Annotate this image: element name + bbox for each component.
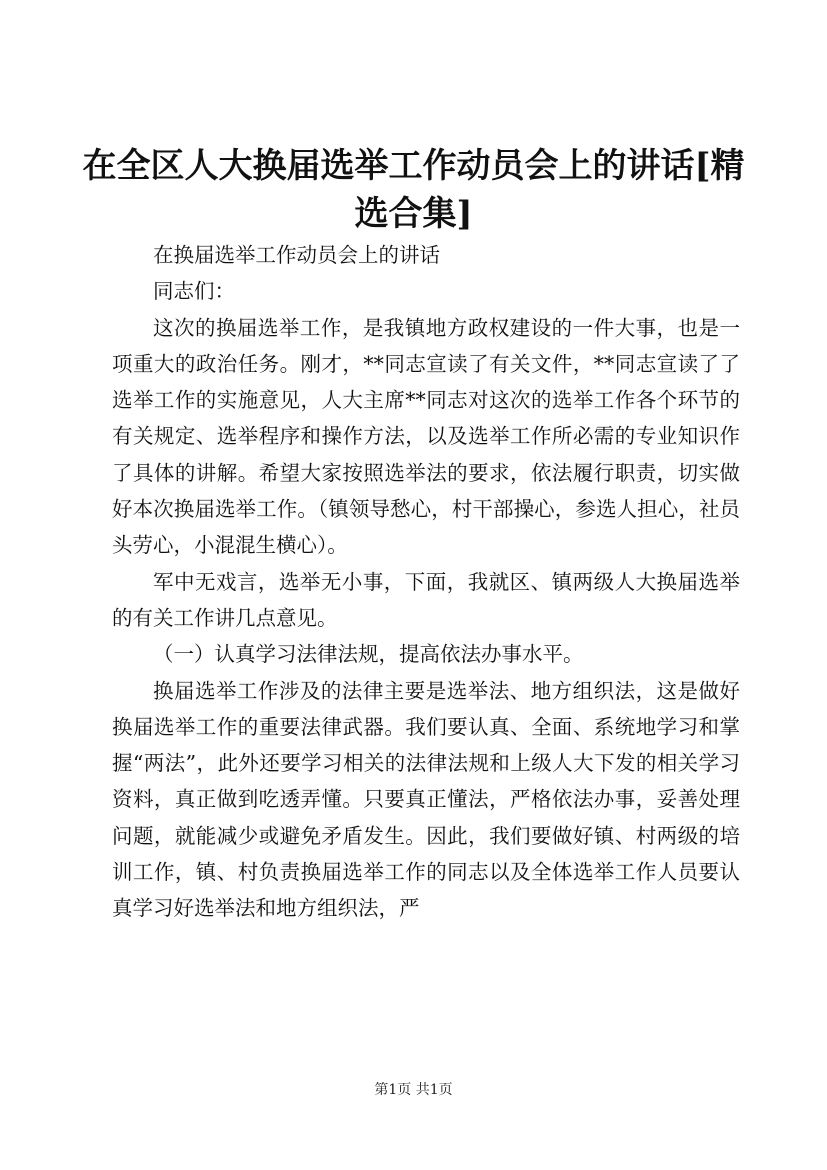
speech-subtitle: 在换届选举工作动员会上的讲话 [153,243,440,267]
section-heading: （一）认真学习法律法规，提高依法办事水平。 [153,642,584,667]
document-body [112,237,740,927]
body-paragraph: 换届选举工作涉及的法律主要是选举法、地方组织法，这是做好换届选举工作的重要法律武器。我们要认真、全面、系统地学习和掌握“两法”，此外还要学习相关的法律法规和上级人大下发的相关学习资料，真正做到吃透弄懂。只要真正懂法，严格依法办事，妥善处理问题，就能减少或避免矛盾发生。因此，我们要做好镇、村两级的培训工作，镇、村负责换届选举工作的同志以及全体选举工作人员要认真学习好选举法和地方组织法，严 [112,678,740,921]
document-title: 在全区人大换届选举工作动员会上的讲话[精选合集] [82,146,745,234]
salutation: 同志们： [153,279,235,304]
body-paragraph: 军中无戏言，选举无小事，下面，我就区、镇两级人大换届选举的有关工作讲几点意见。 [112,569,740,630]
page-footer: 第1页 共1页 [374,1082,453,1098]
body-paragraph: 这次的换届选举工作，是我镇地方政权建设的一件大事，也是一项重大的政治任务。刚才，**同志宣读了有关文件，**同志宣读了了选举工作的实施意见，人大主席**同志对这次的选举工作各个环节的有关规定、选举程序和操作方法，以及选举工作所必需的专业知识作了具体的讲解。希望大家按照选举法的要求，依法履行职责，切实做好本次换届选举工作。（镇领导愁心，村干部操心，参选人担心，社员头劳心，小混混生横心）。 [112,315,740,558]
